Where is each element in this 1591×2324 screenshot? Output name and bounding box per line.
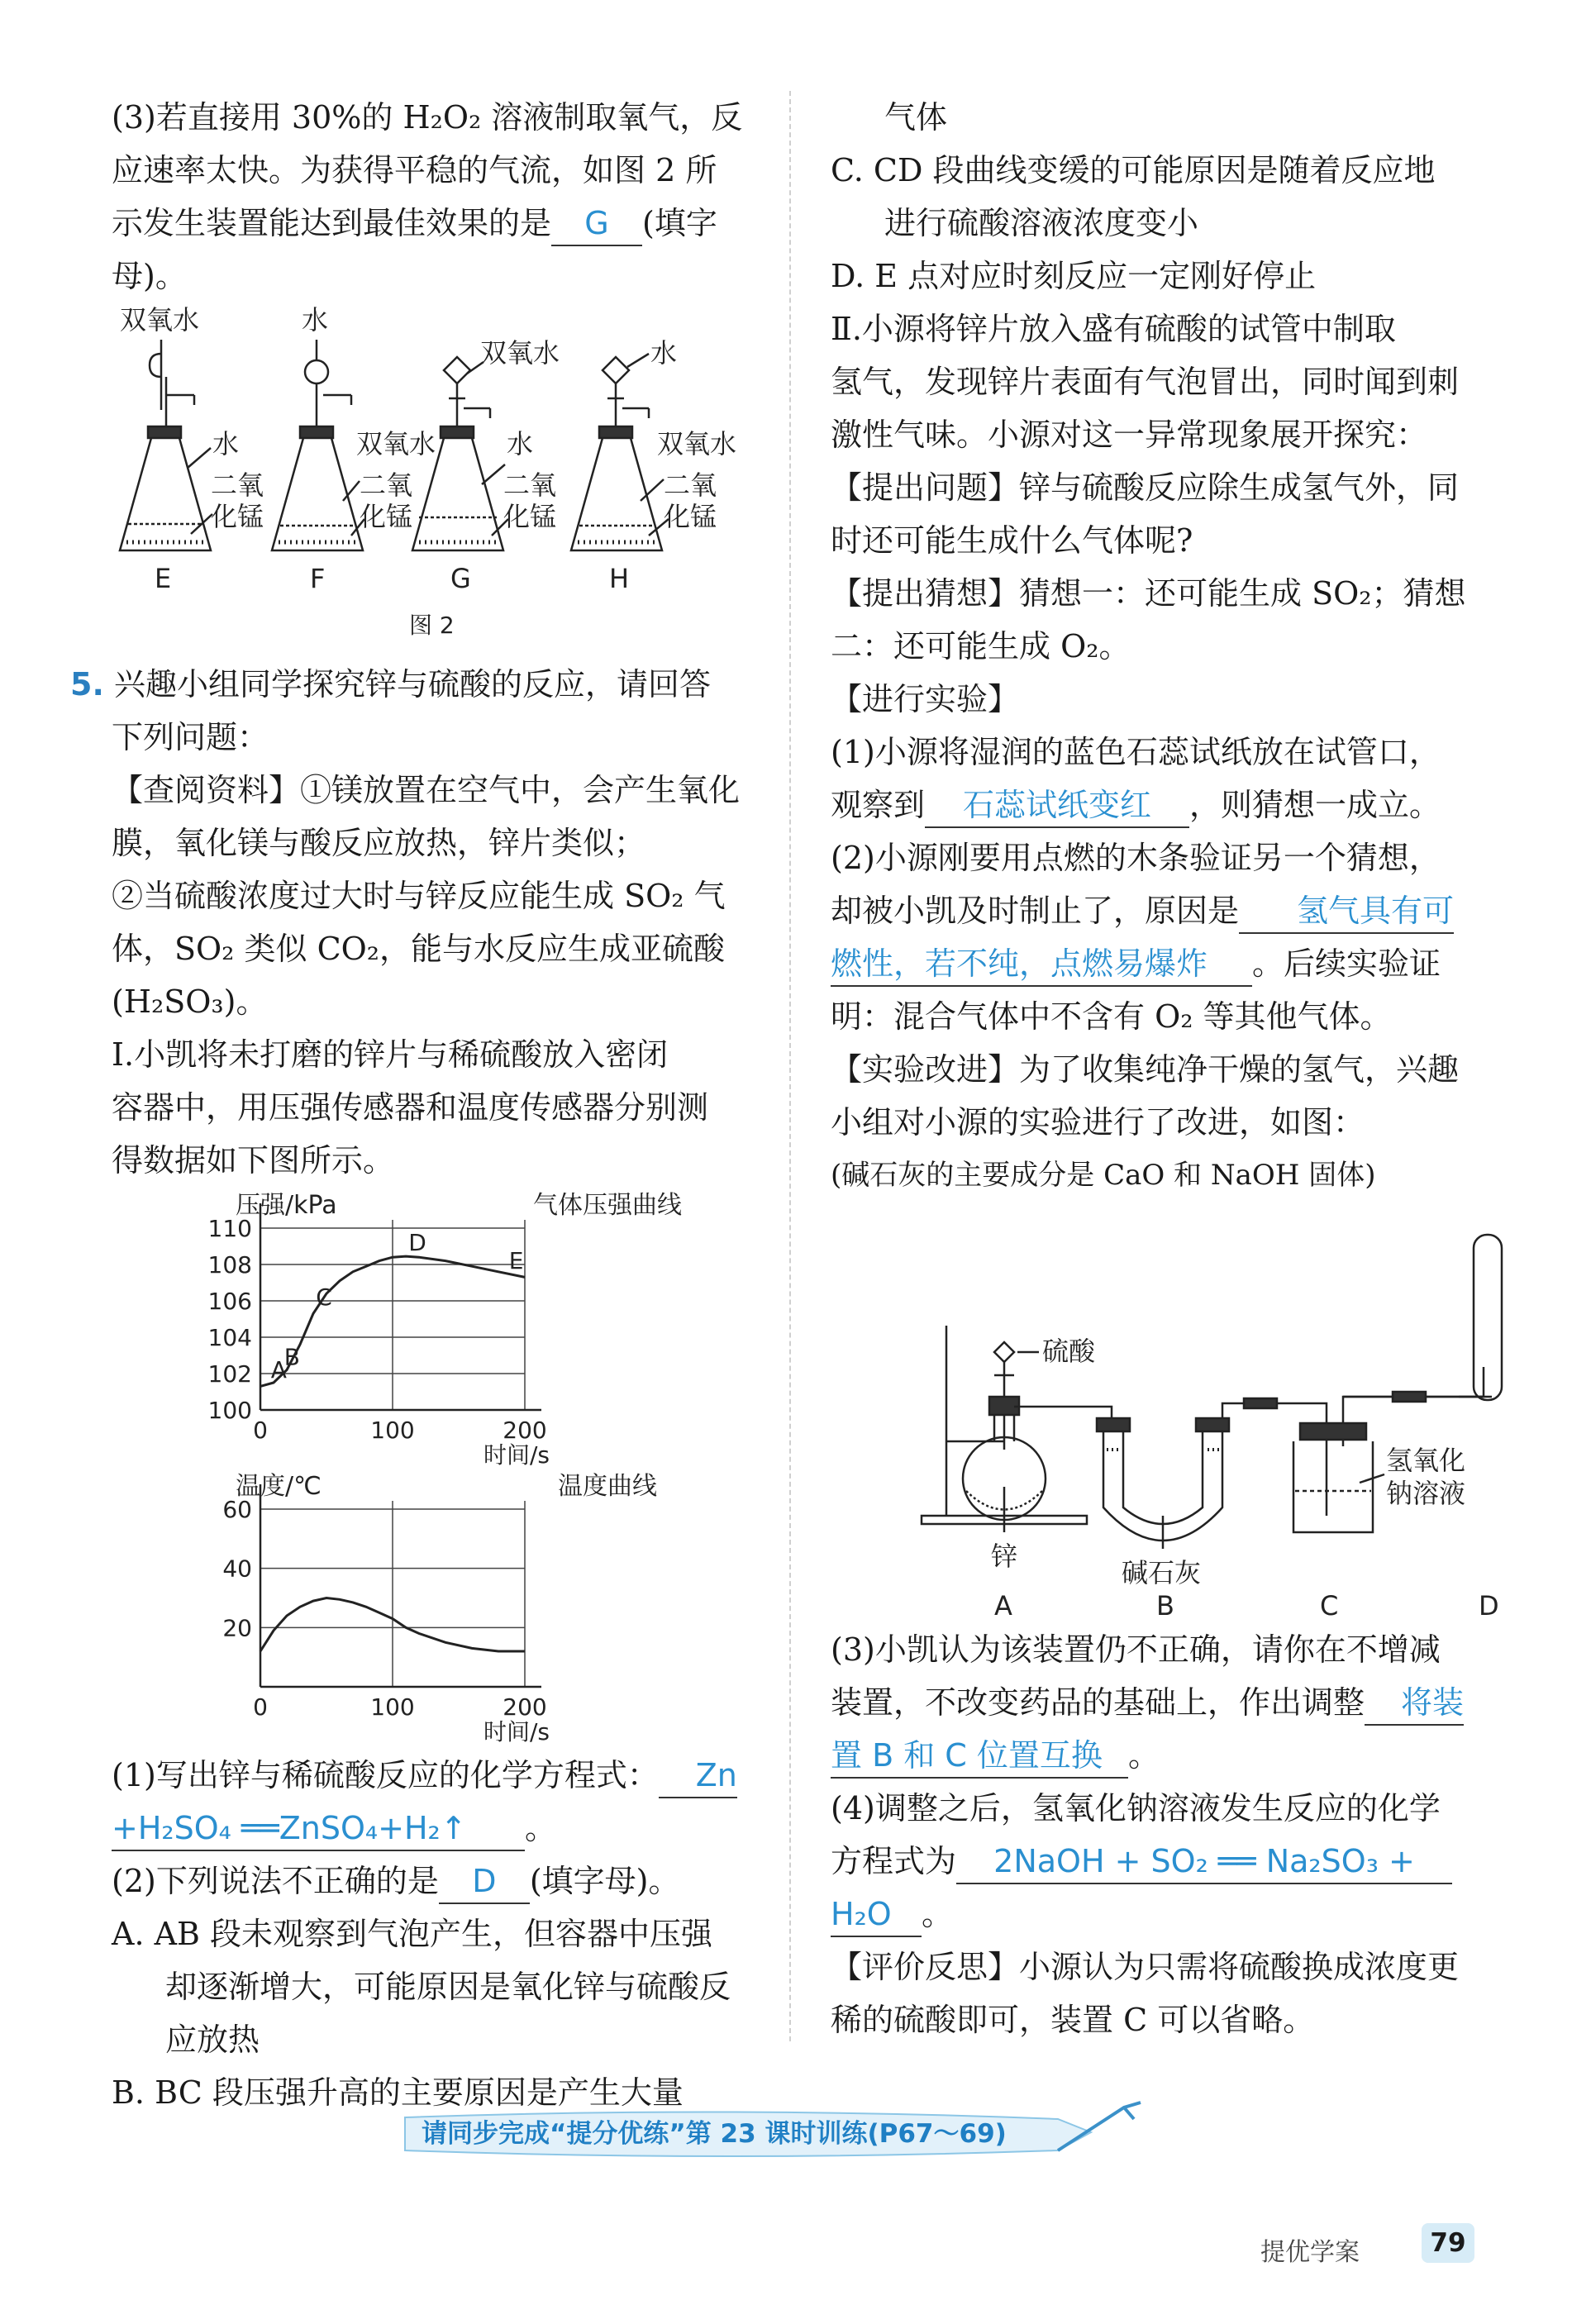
q5-number: 5. [70, 666, 104, 702]
x-tick-label: 100 [370, 1693, 415, 1721]
right-column [831, 91, 1499, 2046]
point-label-a: A [270, 1356, 287, 1383]
e1-text: 观察到 [831, 787, 926, 823]
label-g-water: 水 [507, 428, 534, 460]
practice-banner [397, 2099, 1165, 2164]
ref-line3: ②当硫酸浓度过大时与锌反应能生成 SO₂ 气 [112, 878, 726, 914]
e3-answer-part2: 置 B 和 C 位置互换 [831, 1734, 1128, 1779]
option-d: D. E 点对应时刻反应一定刚好停止 [831, 258, 1317, 294]
part2-line2: 氢气，发现锌片表面有气泡冒出，同时闻到刺 [831, 364, 1460, 400]
q1-text: (1)写出锌与稀硫酸反应的化学方程式： [112, 1757, 659, 1793]
label-e-mno2-1: 二氧 [211, 469, 264, 501]
q2-line1 [112, 1855, 756, 1907]
column-divider [789, 91, 791, 2041]
letter-e: E [155, 563, 172, 594]
e4-line3 [831, 1888, 1479, 1941]
letter-g: G [450, 563, 471, 594]
e2-answer-part1: 氢气具有可 [1239, 889, 1454, 934]
improve-line1: 【实验改进】为了收集纯净干燥的氢气，兴趣 [831, 1051, 1460, 1088]
q2-hint: (填字母)。 [529, 1863, 680, 1899]
q5-line1 [70, 658, 756, 711]
y-tick-label: 110 [207, 1215, 252, 1242]
temperature-chart [112, 1472, 756, 1749]
left-column [70, 91, 756, 2119]
hypothesis-line2: 二：还可能生成 O₂。 [831, 628, 1131, 664]
e3-answer-part1: 将装 [1365, 1681, 1464, 1726]
label-naoh-1: 氢氧化 [1386, 1445, 1466, 1476]
e4-text: 方程式为 [831, 1843, 957, 1879]
q5-text1: 兴趣小组同学探究锌与硫酸的反应，请回答 [113, 666, 711, 702]
pressure-chart-svg [112, 1187, 756, 1476]
y-tick-label: 102 [207, 1360, 252, 1388]
e3-line2 [831, 1676, 1479, 1729]
apparatus-svg [831, 1202, 1499, 1623]
option-a-line1: A. AB 段未观察到气泡产生，但容器中压强 [112, 1916, 713, 1952]
x-tick-label: 200 [503, 1693, 547, 1721]
apparatus-f [272, 340, 363, 550]
y-tick-label: 40 [222, 1555, 252, 1583]
e2-end: 。后续实验证 [1252, 945, 1441, 982]
part1-line1: Ⅰ.小凯将未打磨的锌片与稀硫酸放入密闭 [112, 1036, 669, 1073]
x-tick-label: 0 [253, 1693, 268, 1721]
e2-line4: 明：混合气体中不含有 O₂ 等其他气体。 [831, 998, 1392, 1035]
e4-end: 。 [922, 1896, 954, 1932]
option-b-line2: 气体 [884, 99, 948, 136]
q1-end: 。 [525, 1810, 557, 1846]
banner-text: 请同步完成“提分优练”第 23 课时训练(P67～69) [422, 2119, 1007, 2149]
experiment-title: 【进行实验】 [831, 681, 1020, 717]
improve-note: (碱石灰的主要成分是 CaO 和 NaOH 固体) [831, 1159, 1376, 1192]
q2-text: (2)下列说法不正确的是 [112, 1863, 439, 1899]
q5-line2: 下列问题： [112, 719, 269, 755]
e2-line3 [831, 937, 1479, 990]
label-naoh-2: 钠溶液 [1386, 1478, 1466, 1509]
y-tick-label: 108 [207, 1251, 252, 1279]
letter-b: B [1156, 1590, 1174, 1622]
e2-line2 [831, 884, 1479, 937]
y-tick-label: 60 [222, 1496, 252, 1523]
label-e-water: 水 [212, 428, 240, 460]
part2-line1: Ⅱ.小源将锌片放入盛有硫酸的试管中制取 [831, 311, 1396, 347]
label-g-mno2-1: 二氧 [503, 469, 557, 501]
funnel [994, 1342, 1014, 1362]
y-tick-label: 20 [222, 1614, 252, 1642]
part1-line2: 容器中，用压强传感器和温度传感器分别测 [112, 1089, 709, 1126]
x-tick-label: 0 [253, 1417, 268, 1444]
eval-line1: 【评价反思】小源认为只需将硫酸换成浓度更 [831, 1949, 1460, 1985]
e3-text: 装置，不改变药品的基础上，作出调整 [831, 1684, 1365, 1721]
hypothesis-line1: 【提出猜想】猜想一：还可能生成 SO₂；猜想 [831, 575, 1466, 612]
e2-text: 却被小凯及时制止了，原因是 [831, 893, 1240, 929]
apparatus-e [120, 340, 211, 550]
x-tick-label: 100 [370, 1417, 415, 1444]
e1-end: ，则猜想一成立。 [1189, 787, 1441, 823]
x-axis-label: 时间/s [483, 1441, 550, 1469]
option-b-line1: B. BC 段压强升高的主要原因是产生大量 [112, 2074, 684, 2111]
page-number: 79 [1422, 2223, 1474, 2263]
q1-line2 [112, 1802, 756, 1855]
letter-a: A [994, 1590, 1012, 1622]
point-label-b: B [283, 1343, 301, 1371]
q3-hint: (填字 [642, 205, 717, 241]
figure-2 [112, 302, 756, 658]
figure-2-caption: 图 2 [409, 612, 455, 639]
bottle-c [1293, 1441, 1373, 1532]
point-label-d: D [408, 1229, 426, 1256]
footer-label: 提优学案 [1260, 2238, 1360, 2267]
x-tick-label: 200 [503, 1417, 547, 1444]
letter-h: H [609, 563, 630, 594]
part2-line3: 激性气味。小源对这一异常现象展开探究： [831, 417, 1428, 453]
q1-answer-part1: Zn [659, 1754, 737, 1798]
letter-d: D [1479, 1590, 1499, 1622]
ref-line1: 【查阅资料】①镁放置在空气中，会产生氧化 [112, 772, 741, 808]
letter-c: C [1320, 1590, 1339, 1622]
point-label-e: E [508, 1247, 524, 1274]
label-h-mno2-2: 化锰 [664, 501, 717, 532]
option-a-line2: 却逐渐增大，可能原因是氧化锌与硫酸反 [165, 1969, 731, 2005]
label-h-mno2-1: 二氧 [664, 469, 717, 501]
e3-end: 。 [1128, 1737, 1160, 1774]
apparatus-h [571, 357, 662, 550]
letter-f: F [310, 563, 326, 594]
chart-title: 温度曲线 [558, 1472, 657, 1501]
q1-line1 [112, 1749, 756, 1802]
label-sulfuric-acid: 硫酸 [1042, 1336, 1096, 1367]
q3-line3 [112, 197, 756, 250]
pressure-chart [112, 1187, 756, 1476]
option-a-line3: 应放热 [165, 2022, 260, 2058]
e2-line1: (2)小源刚要用点燃的木条验证另一个猜想， [831, 840, 1441, 876]
improve-line2: 小组对小源的实验进行了改进，如图： [831, 1104, 1365, 1141]
q1-answer-part2: +H₂SO₄ ══ZnSO₄+H₂↑ [112, 1807, 525, 1851]
label-f-mno2-2: 化锰 [360, 501, 413, 532]
apparatus-figure [831, 1202, 1499, 1623]
y-tick-label: 104 [207, 1324, 252, 1351]
e4-answer-part1: 2NaOH + SO₂ ══ Na₂SO₃ + [956, 1840, 1452, 1884]
label-e-mno2-2: 化锰 [211, 501, 264, 532]
e4-line2 [831, 1835, 1479, 1888]
ref-line2: 膜，氧化镁与酸反应放热，锌片类似； [112, 825, 646, 861]
q2-answer: D [439, 1860, 530, 1904]
eval-line2: 稀的硫酸即可，装置 C 可以省略。 [831, 2002, 1315, 2038]
option-c-line2: 进行硫酸溶液浓度变小 [884, 205, 1199, 241]
y-axis-label: 压强/kPa [236, 1191, 337, 1220]
label-zinc: 锌 [991, 1541, 1018, 1572]
ref-line4: 体，SO₂ 类似 CO₂，能与水反应生成亚硫酸 [112, 931, 726, 967]
label-f-water: 水 [302, 304, 329, 336]
label-f-mno2-1: 二氧 [360, 469, 413, 501]
e1-line1: (1)小源将湿润的蓝色石蕊试纸放在试管口， [831, 734, 1441, 770]
e4-line1: (4)调整之后，氢氧化钠溶液发生反应的化学 [831, 1790, 1441, 1826]
figure-2-svg [112, 302, 756, 658]
q3-answer: G [551, 202, 642, 246]
label-f-h2o2: 双氧水 [356, 428, 436, 460]
part1-line3: 得数据如下图所示。 [112, 1142, 395, 1179]
test-tube-d [1474, 1235, 1502, 1400]
label-g-h2o2: 双氧水 [480, 337, 560, 369]
q3-line2: 应速率太快。为获得平稳的气流，如图 2 所 [112, 152, 717, 188]
ref-line5: (H₂SO₃)。 [112, 983, 268, 1020]
label-soda-lime: 碱石灰 [1122, 1557, 1202, 1588]
label-e-h2o2: 双氧水 [120, 304, 200, 336]
e1-answer: 石蕊试纸变红 [925, 783, 1189, 828]
label-h-water: 水 [650, 337, 678, 369]
option-c-line1: C. CD 段曲线变缓的可能原因是随着反应地 [831, 152, 1436, 188]
q3-line4: 母)。 [112, 258, 187, 294]
e4-answer-part2: H₂O [831, 1893, 922, 1937]
q3-line1: (3)若直接用 30%的 H₂O₂ 溶液制取氧气，反 [112, 99, 743, 136]
x-axis-label: 时间/s [483, 1718, 550, 1745]
y-tick-label: 100 [207, 1397, 252, 1424]
e2-answer-part2: 燃性，若不纯，点燃易爆炸 [831, 942, 1252, 987]
y-tick-label: 106 [207, 1288, 252, 1315]
chart-title: 气体压强曲线 [533, 1191, 682, 1220]
question-line2: 时还可能生成什么气体呢? [831, 522, 1193, 559]
point-label-c: C [316, 1283, 332, 1311]
q3-text: 示发生装置能达到最佳效果的是 [112, 205, 552, 241]
question-line1: 【提出问题】锌与硫酸反应除生成氢气外，同 [831, 469, 1460, 506]
label-g-mno2-2: 化锰 [503, 501, 557, 532]
e3-line1: (3)小凯认为该装置仍不正确，请你在不增减 [831, 1631, 1441, 1668]
label-h-h2o2: 双氧水 [657, 428, 737, 460]
temperature-chart-svg [112, 1472, 756, 1749]
y-axis-label: 温度/℃ [236, 1472, 322, 1501]
e1-line2 [831, 779, 1479, 831]
e3-line3 [831, 1729, 1479, 1782]
